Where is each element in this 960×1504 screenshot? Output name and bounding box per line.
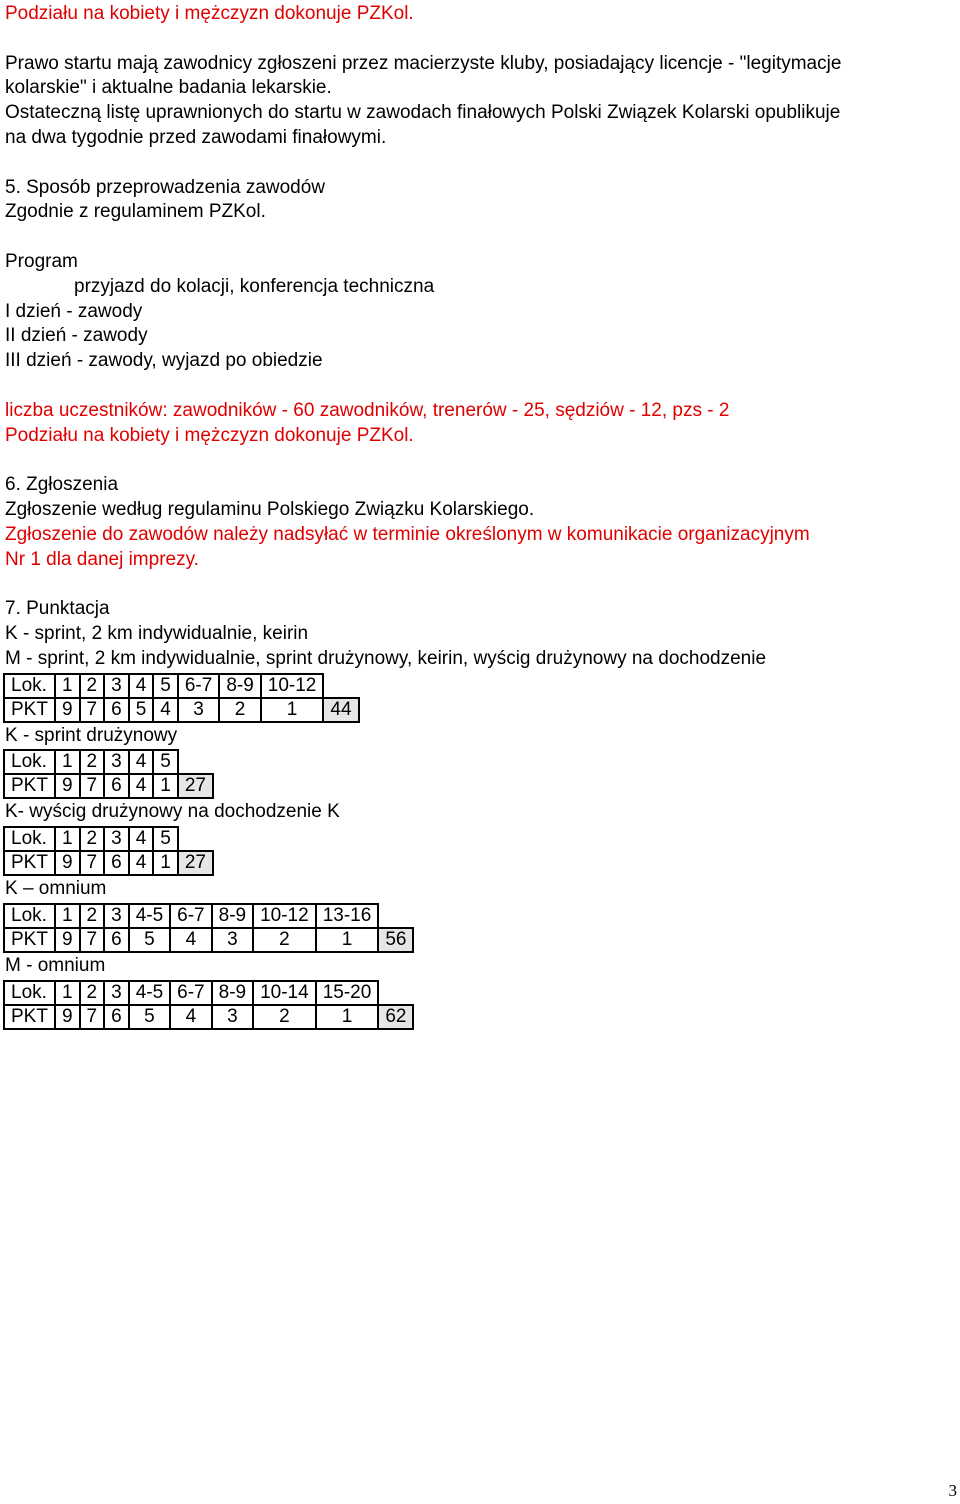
place-cell: 15-20 xyxy=(316,981,379,1005)
total-points-cell: 27 xyxy=(178,774,213,798)
points-cell: 6 xyxy=(104,698,129,722)
place-cell: 5 xyxy=(153,750,178,774)
points-table-men-omnium xyxy=(3,980,414,1030)
points-cell: 2 xyxy=(219,698,260,722)
table-row-lok xyxy=(4,981,413,1005)
row-label: Lok. xyxy=(4,750,55,774)
place-cell: 6-7 xyxy=(170,981,211,1005)
row-label: PKT xyxy=(4,1005,55,1029)
section-6-title: 6. Zgłoszenia xyxy=(5,474,119,496)
table-title-women-team-sprint: K - sprint drużynowy xyxy=(5,724,178,746)
points-cell: 9 xyxy=(55,774,80,798)
empty-cell xyxy=(378,981,413,1005)
points-cell: 3 xyxy=(212,928,253,952)
document-page xyxy=(5,2,955,1031)
place-cell: 4 xyxy=(129,674,154,698)
table-row-pkt xyxy=(4,851,213,875)
entry-deadline-line-1: Zgłoszenie do zawodów należy nadsyłać w terminie określonym w komunikacie organizacyjnym xyxy=(5,523,810,545)
table-row-lok xyxy=(4,827,213,851)
place-cell: 10-12 xyxy=(261,674,324,698)
points-cell: 4 xyxy=(170,928,211,952)
place-cell: 13-16 xyxy=(316,904,379,928)
place-cell: 2 xyxy=(80,904,105,928)
row-label: PKT xyxy=(4,928,55,952)
program-title: Program xyxy=(5,250,78,272)
table-row-pkt xyxy=(4,1005,413,1029)
total-points-cell: 44 xyxy=(323,698,358,722)
points-cell: 3 xyxy=(178,698,219,722)
place-cell: 2 xyxy=(80,981,105,1005)
section-6-text: Zgłoszenie według regulaminu Polskiego Związku Kolarskiego. xyxy=(5,498,535,520)
program-item: I dzień - zawody xyxy=(5,300,143,322)
program-item: II dzień - zawody xyxy=(5,325,148,347)
empty-cell xyxy=(178,750,213,774)
place-cell: 1 xyxy=(55,827,80,851)
table-row-pkt xyxy=(4,698,359,722)
points-cell: 7 xyxy=(80,698,105,722)
place-cell: 1 xyxy=(55,674,80,698)
points-cell: 3 xyxy=(212,1005,253,1029)
place-cell: 8-9 xyxy=(212,981,253,1005)
points-cell: 7 xyxy=(80,851,105,875)
points-cell: 4 xyxy=(170,1005,211,1029)
points-cell: 7 xyxy=(80,1005,105,1029)
program-item: przyjazd do kolacji, konferencja techniczna xyxy=(74,275,435,297)
section-5-text: Zgodnie z regulaminem PZKol. xyxy=(5,201,266,223)
place-cell: 2 xyxy=(80,827,105,851)
points-cell: 1 xyxy=(153,774,178,798)
place-cell: 3 xyxy=(104,981,129,1005)
points-table-women-team-sprint xyxy=(3,749,214,799)
place-cell: 3 xyxy=(104,750,129,774)
place-cell: 5 xyxy=(153,674,178,698)
place-cell: 4-5 xyxy=(129,904,170,928)
women-events: K - sprint, 2 km indywidualnie, keirin xyxy=(5,622,309,644)
table-row-lok xyxy=(4,750,213,774)
points-cell: 9 xyxy=(55,851,80,875)
points-cell: 1 xyxy=(261,698,324,722)
eligibility-text-line-1: Prawo startu mają zawodnicy zgłoszeni przez macierzyste kluby, posiadający licencje - "legitymacje xyxy=(5,52,842,74)
place-cell: 1 xyxy=(55,981,80,1005)
final-list-text-line-2: na dwa tygodnie przed zawodami finałowymi. xyxy=(5,126,387,148)
points-cell: 5 xyxy=(129,928,170,952)
section-5-title: 5. Sposób przeprowadzenia zawodów xyxy=(5,176,326,198)
points-cell: 2 xyxy=(253,1005,316,1029)
row-label: Lok. xyxy=(4,981,55,1005)
points-cell: 1 xyxy=(153,851,178,875)
table-row-pkt xyxy=(4,774,213,798)
table-title-women-team-pursuit: K- wyścig drużynowy na dochodzenie K xyxy=(5,801,340,823)
points-cell: 5 xyxy=(129,698,154,722)
eligibility-text-line-2: kolarskie" i aktualne badania lekarskie. xyxy=(5,77,332,99)
points-table-women-team-pursuit xyxy=(3,826,214,876)
points-cell: 7 xyxy=(80,928,105,952)
entry-deadline-line-2: Nr 1 dla danej imprezy. xyxy=(5,548,199,570)
page-number: 3 xyxy=(948,1481,957,1500)
points-cell: 7 xyxy=(80,774,105,798)
total-points-cell: 27 xyxy=(178,851,213,875)
table-row-lok xyxy=(4,674,359,698)
total-points-cell: 62 xyxy=(378,1005,413,1029)
table-row-pkt xyxy=(4,928,413,952)
place-cell: 8-9 xyxy=(219,674,260,698)
points-cell: 4 xyxy=(129,851,154,875)
points-cell: 1 xyxy=(316,928,379,952)
row-label: Lok. xyxy=(4,674,55,698)
row-label: PKT xyxy=(4,851,55,875)
place-cell: 2 xyxy=(80,674,105,698)
participants-count: liczba uczestników: zawodników - 60 zawodników, trenerów - 25, sędziów - 12, pzs - 2 xyxy=(5,399,730,421)
table-row-lok xyxy=(4,904,413,928)
points-cell: 6 xyxy=(104,851,129,875)
table-title-women-omnium: K – omnium xyxy=(5,878,107,900)
place-cell: 4 xyxy=(129,827,154,851)
points-cell: 6 xyxy=(104,774,129,798)
division-note-2: Podziału na kobiety i mężczyzn dokonuje PZKol. xyxy=(5,424,414,446)
final-list-text-line-1: Ostateczną listę uprawnionych do startu w zawodach finałowych Polski Związek Kolarski opublikuje xyxy=(5,102,841,124)
place-cell: 3 xyxy=(104,674,129,698)
points-cell: 5 xyxy=(129,1005,170,1029)
points-cell: 6 xyxy=(104,928,129,952)
place-cell: 6-7 xyxy=(170,904,211,928)
empty-cell xyxy=(323,674,358,698)
points-cell: 9 xyxy=(55,698,80,722)
points-cell: 9 xyxy=(55,1005,80,1029)
place-cell: 10-12 xyxy=(253,904,316,928)
empty-cell xyxy=(378,904,413,928)
men-events: M - sprint, 2 km indywidualnie, sprint drużynowy, keirin, wyścig drużynowy na dochodzenie xyxy=(5,647,767,669)
row-label: Lok. xyxy=(4,827,55,851)
points-cell: 4 xyxy=(129,774,154,798)
row-label: Lok. xyxy=(4,904,55,928)
place-cell: 4-5 xyxy=(129,981,170,1005)
points-table-women-omnium xyxy=(3,903,414,953)
table-title-men-omnium: M - omnium xyxy=(5,954,106,976)
place-cell: 3 xyxy=(104,827,129,851)
place-cell: 2 xyxy=(80,750,105,774)
row-label: PKT xyxy=(4,698,55,722)
points-cell: 2 xyxy=(253,928,316,952)
points-cell: 1 xyxy=(316,1005,379,1029)
section-7-title: 7. Punktacja xyxy=(5,598,110,620)
place-cell: 4 xyxy=(129,750,154,774)
place-cell: 3 xyxy=(104,904,129,928)
total-points-cell: 56 xyxy=(378,928,413,952)
points-cell: 9 xyxy=(55,928,80,952)
place-cell: 5 xyxy=(153,827,178,851)
points-table-individual xyxy=(3,673,360,723)
place-cell: 10-14 xyxy=(253,981,316,1005)
points-cell: 6 xyxy=(104,1005,129,1029)
place-cell: 6-7 xyxy=(178,674,219,698)
row-label: PKT xyxy=(4,774,55,798)
place-cell: 8-9 xyxy=(212,904,253,928)
place-cell: 1 xyxy=(55,750,80,774)
place-cell: 1 xyxy=(55,904,80,928)
division-note: Podziału na kobiety i mężczyzn dokonuje PZKol. xyxy=(5,3,414,24)
empty-cell xyxy=(178,827,213,851)
points-cell: 4 xyxy=(153,698,178,722)
program-item: III dzień - zawody, wyjazd po obiedzie xyxy=(5,350,323,372)
